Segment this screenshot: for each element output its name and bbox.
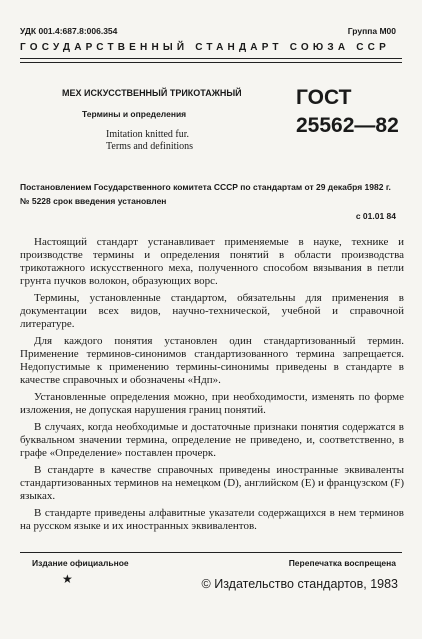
udk-code: УДК 001.4:687.8:006.354	[20, 26, 118, 36]
paragraph: В стандарте приведены алфавитные указатели содержащихся в нем терминов на русском языке и их иностранных эквивалентов.	[20, 507, 404, 532]
gost-number: 25562—82	[296, 114, 399, 137]
paragraph: Установленные определения можно, при необходимости, изменять по форме изложения, не допуская нарушения границ понятий.	[20, 391, 404, 416]
paragraph: Термины, установленные стандартом, обязательны для применения в документации всех видов, научно-технической, учебной и справочной литературе.	[20, 292, 404, 330]
paragraph: Для каждого понятия установлен один стандартизованный термин. Применение терминов-синонимов стандартизованного термина запрещается. Недопустимые к применению термины-синонимы приведены в стандарте в качестве справочных и обозначены «Ндп».	[20, 335, 404, 386]
publisher-copyright: © Издательство стандартов, 1983	[201, 577, 398, 591]
footer-rule	[20, 552, 402, 553]
gost-label: ГОСТ	[296, 86, 352, 109]
state-standard-banner: ГОСУДАРСТВЕННЫЙ СТАНДАРТ СОЮЗА ССР	[20, 42, 390, 53]
official-edition-note: Издание официальное	[32, 558, 129, 568]
body-text	[20, 236, 404, 537]
document-title-ru: МЕХ ИСКУССТВЕННЫЙ ТРИКОТАЖНЫЙ	[62, 88, 242, 98]
paragraph: В случаях, когда необходимые и достаточные признаки понятия содержатся в буквальном значении термина, определение не приведено, и, соответственно, в графе «Определение» поставлен прочерк.	[20, 421, 404, 459]
decree-text: Постановлением Государственного комитета СССР по стандартам от 29 декабря 1982 г. № 5228 срок введения установлен	[20, 182, 391, 206]
header-rule-thin	[20, 62, 402, 63]
reprint-prohibited-note: Перепечатка воспрещена	[288, 558, 396, 568]
paragraph: Настоящий стандарт устанавливает применяемые в науке, технике и производстве термины и определения понятий в области производства трикотажного искусственного меха, полученного способом вязывания в петли грунта пучков волокон, образующих ворс.	[20, 236, 404, 287]
star-icon: ★	[62, 572, 73, 586]
effective-date: с 01.01 84	[355, 211, 396, 221]
paragraph: В стандарте в качестве справочных приведены иностранные эквиваленты стандартизованных терминов на немецком (D), английском (E) и французском (F) языках.	[20, 464, 404, 502]
header-rule-thick	[20, 58, 402, 59]
document-title-en: Imitation knitted fur.	[106, 129, 190, 140]
document-subtitle-en: Terms and definitions	[106, 141, 194, 152]
document-subtitle-ru: Термины и определения	[82, 109, 187, 119]
group-code: Группа М00	[347, 26, 396, 36]
